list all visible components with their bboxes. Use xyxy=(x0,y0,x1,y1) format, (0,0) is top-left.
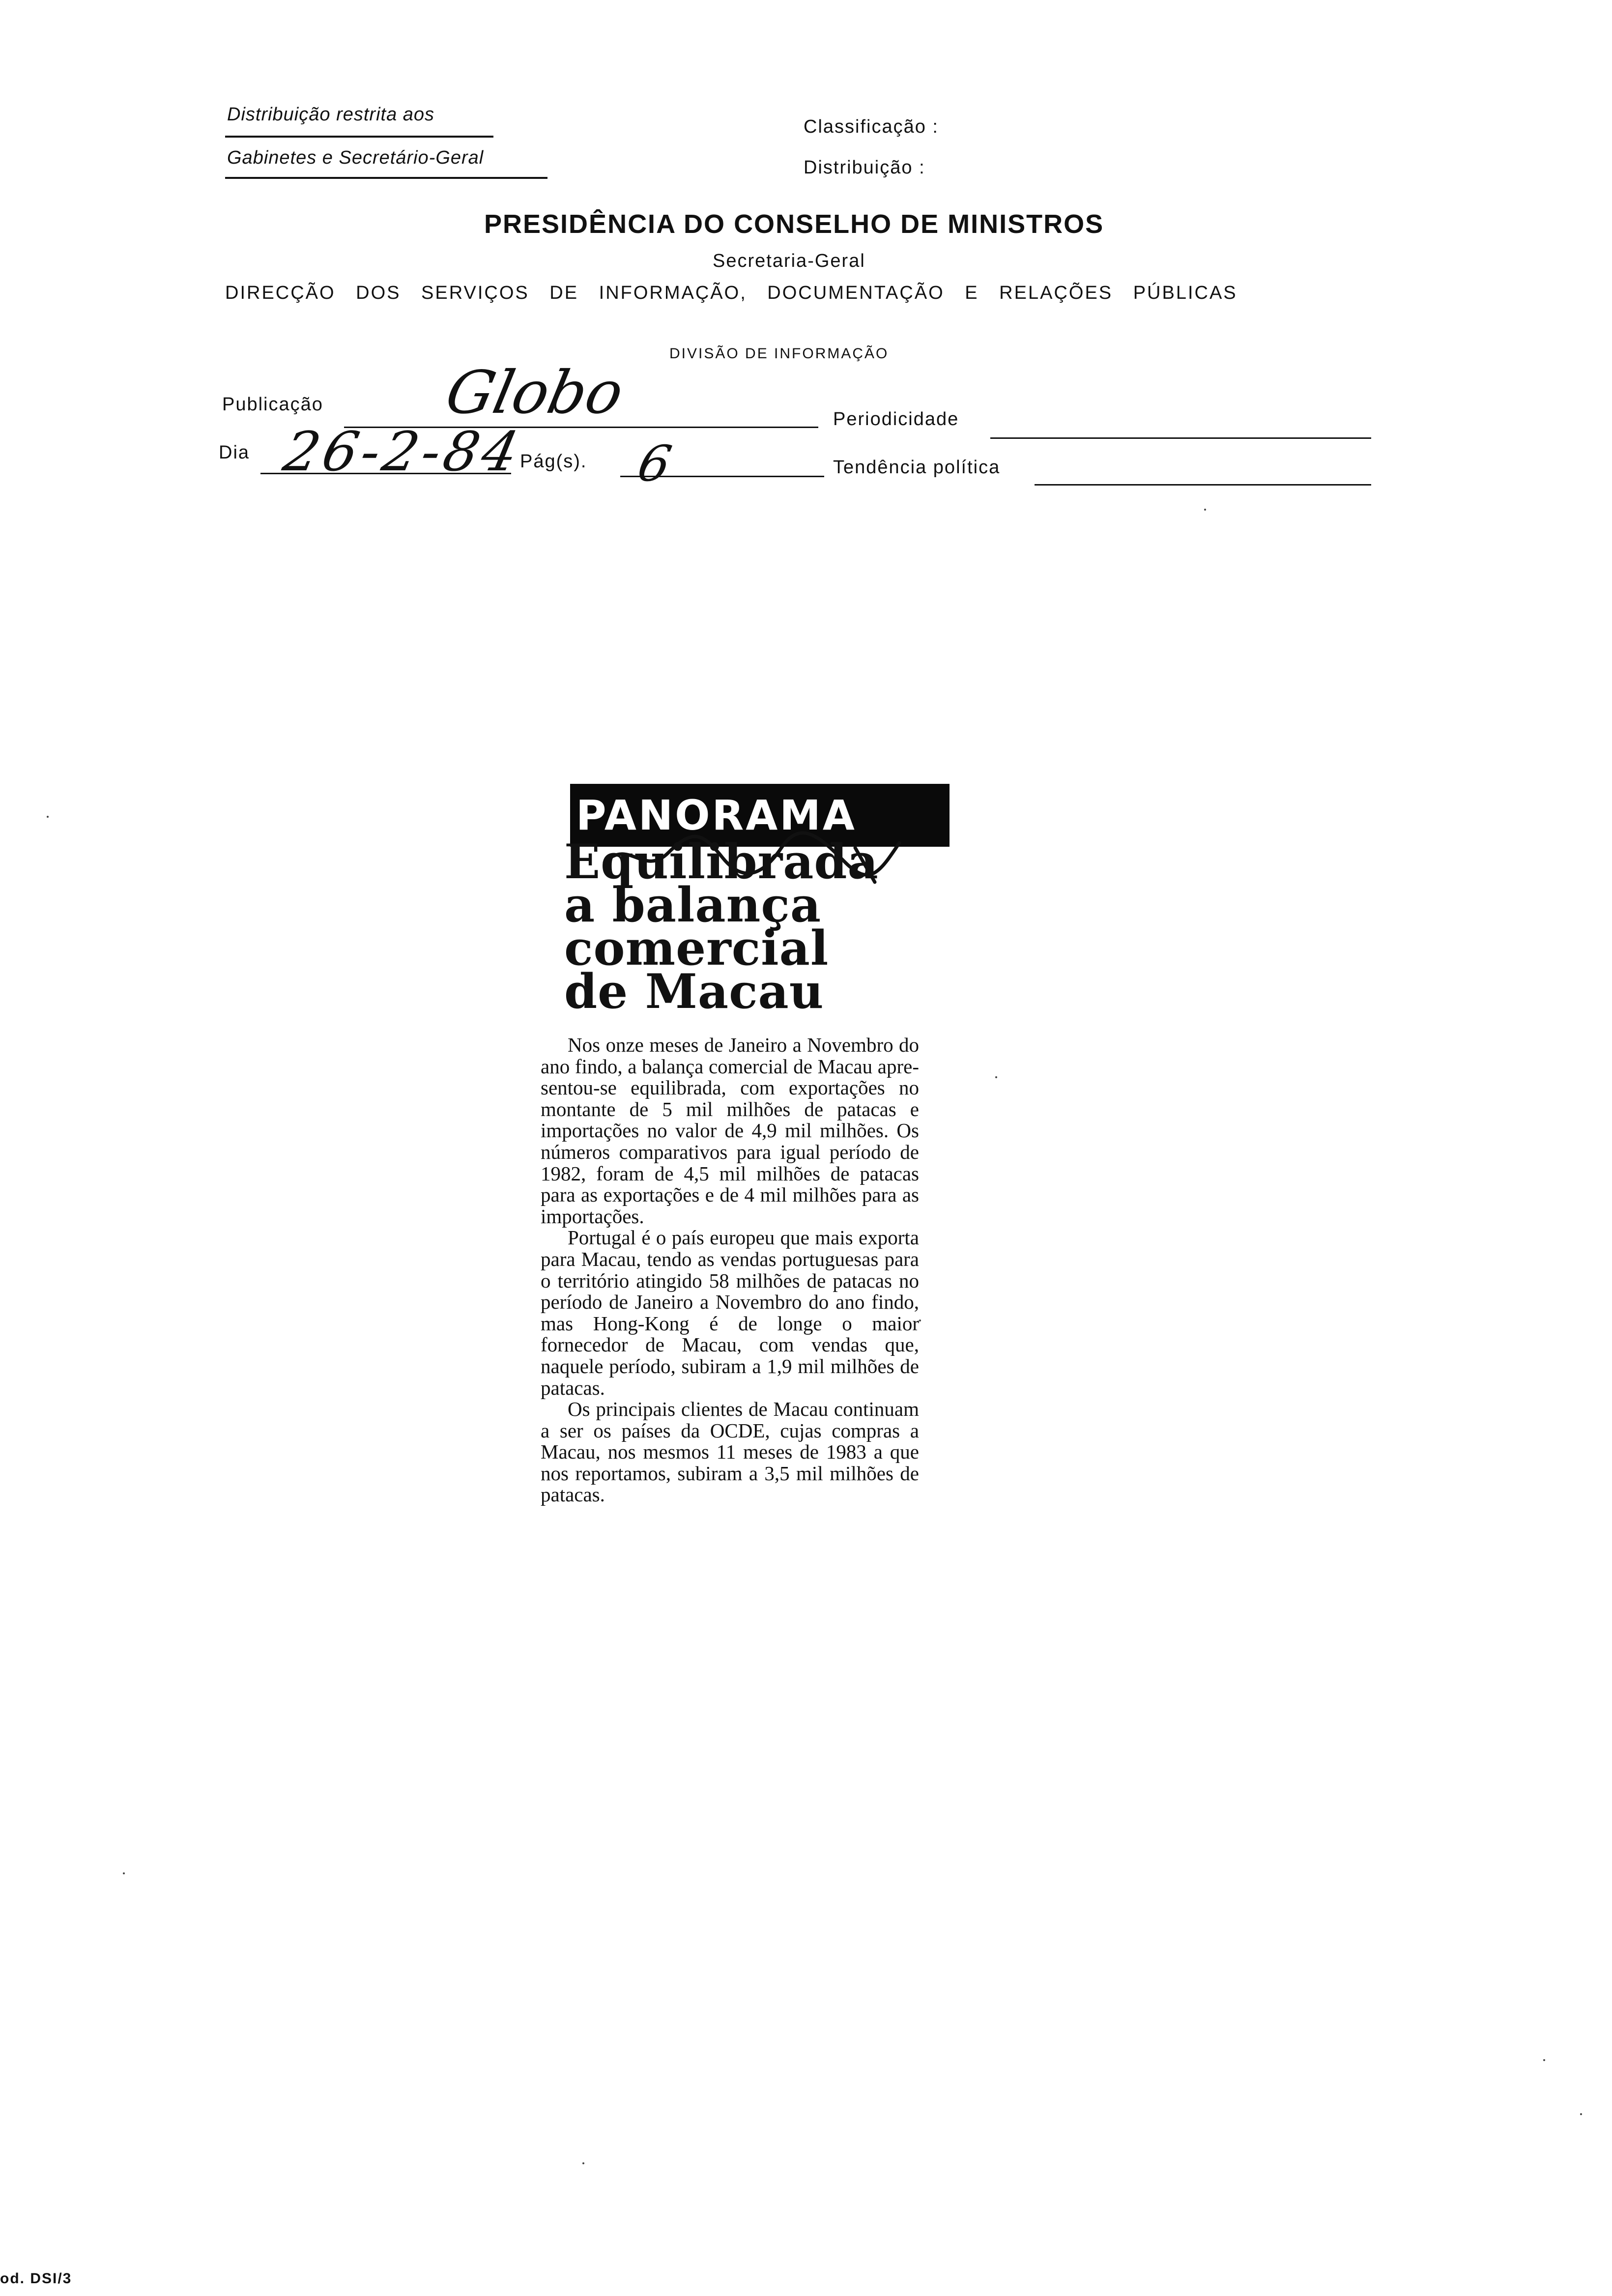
scan-speck xyxy=(582,2162,584,2164)
restricted-distribution-line2: Gabinetes e Secretário-Geral xyxy=(227,147,484,168)
headline-line-2: a balança xyxy=(564,877,822,933)
tendencia-line xyxy=(1035,484,1371,486)
scan-speck xyxy=(47,816,49,818)
scan-speck xyxy=(919,1320,921,1321)
dia-label: Dia xyxy=(219,442,250,463)
article-paragraph-3: Os principais clientes de Macau continuam a ser os países da OCDE, cujas compras a Macau, nos mesmos 11 meses de 1983 a que nos reportamos, subiram a 3,5 mil milhões de patacas. xyxy=(541,1398,919,1506)
page-title: PRESIDÊNCIA DO CONSELHO DE MINISTROS xyxy=(484,209,1104,239)
pags-label: Pág(s). xyxy=(520,451,587,472)
pags-handwritten: 6 xyxy=(633,435,677,492)
article-body xyxy=(541,1034,919,1506)
direccao-line: DIRECÇÃO DOS SERVIÇOS DE INFORMAÇÃO, DOCUMENTAÇÃO E RELAÇÕES PÚBLICAS xyxy=(225,283,1238,303)
publicacao-label: Publicação xyxy=(222,394,323,415)
handwritten-scribble xyxy=(600,828,904,887)
dia-handwritten: 26-2-84 xyxy=(278,420,528,483)
tendencia-label: Tendência política xyxy=(833,457,1001,478)
periodicidade-label: Periodicidade xyxy=(833,409,959,430)
divisao-label: DIVISÃO DE INFORMAÇÃO xyxy=(669,345,889,362)
scan-speck xyxy=(1204,509,1206,511)
restricted-distribution-line1: Distribuição restrita aos xyxy=(227,104,435,125)
headline-line-4: de Macau xyxy=(564,964,824,1019)
section-banner: PANORAMA xyxy=(570,784,950,847)
scan-speck xyxy=(1543,2059,1545,2061)
article-paragraph-2: Portugal é o país europeu que mais exporta para Macau, tendo as vendas portuguesas para o território atingido 58 milhões de patacas no período de Janeiro a Novembro do ano findo, mas Hong-Kong é de longe o maior fornecedor de Macau, com vendas que, naquele período, subiram a 1,9 mil milhões de patacas. xyxy=(541,1226,919,1399)
headline-line-1: Equilibrada xyxy=(564,834,879,890)
scan-speck xyxy=(1580,2113,1582,2115)
secretaria-geral: Secretaria-Geral xyxy=(713,251,865,271)
scan-speck xyxy=(123,1872,125,1874)
scan-speck xyxy=(995,1076,997,1078)
form-code: od. DSI/3 xyxy=(0,2270,72,2287)
article-paragraph-1: Nos onze meses de Janeiro a Novembro do ano findo, a balança comercial de Macau apresentou-se equilibrada, com exportações no montante de 5 mil milhões de patacas e importações no valor de 4,9 mil milhões. Os números comparativos para igual período de 1982, foram de 4,5 mil milhões de patacas para as exportações e de 4 mil milhões para as importações. xyxy=(541,1033,919,1228)
newspaper-clipping xyxy=(521,784,939,1781)
publicacao-handwritten: Globo xyxy=(440,359,630,427)
classificacao-label: Classificação : xyxy=(804,116,939,137)
periodicidade-line xyxy=(990,437,1371,439)
underline-2 xyxy=(225,177,547,179)
underline-1 xyxy=(225,136,493,138)
headline-line-3: comercial xyxy=(564,920,829,976)
distribuicao-label: Distribuição : xyxy=(804,157,925,178)
